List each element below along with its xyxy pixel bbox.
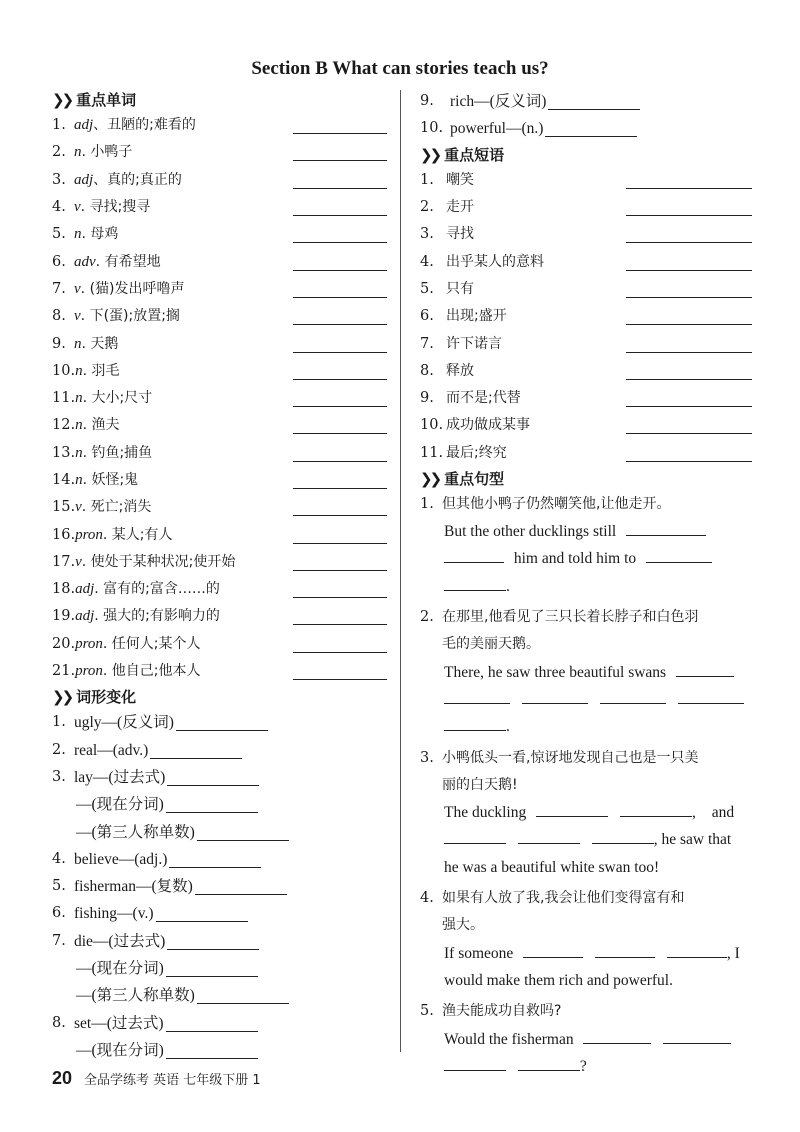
phrase-item bbox=[420, 194, 752, 221]
page-number: 20 bbox=[52, 1068, 73, 1088]
answer-blank[interactable] bbox=[626, 390, 752, 407]
answer-blank[interactable] bbox=[523, 941, 583, 958]
word-meaning: . 富有的;富含……的 bbox=[94, 581, 220, 598]
sentence-line: There, he saw three beautiful swans bbox=[444, 659, 752, 686]
part-of-speech: n bbox=[75, 390, 83, 407]
part-of-speech: v bbox=[74, 199, 81, 216]
answer-blank[interactable] bbox=[293, 527, 387, 544]
phrase-meaning: 走开 bbox=[446, 199, 474, 216]
item-number: 6. bbox=[52, 905, 66, 922]
answer-blank[interactable] bbox=[156, 905, 248, 922]
word-item bbox=[52, 440, 387, 467]
part-of-speech: n bbox=[74, 144, 82, 161]
answer-blank[interactable] bbox=[600, 687, 666, 704]
footer-text: 全品学练考 英语 七年级下册 1 bbox=[84, 1073, 261, 1088]
phrase-meaning: 最后;终究 bbox=[446, 444, 507, 461]
answer-blank[interactable] bbox=[444, 714, 506, 731]
part-of-speech: v bbox=[74, 280, 81, 297]
item-number: 3. bbox=[420, 226, 434, 243]
word-meaning: . 有希望地 bbox=[95, 253, 161, 270]
form-item bbox=[52, 818, 387, 845]
answer-blank[interactable] bbox=[293, 581, 387, 598]
part-of-speech: adv bbox=[74, 253, 96, 270]
form-item bbox=[52, 1010, 387, 1037]
sentence-item-1: 1. 但其他小鸭子仍然嘲笑他,让他走开。 But the other ducklings still him and told him to . bbox=[420, 491, 752, 600]
phrases-heading: ❯❯ 重点短语 bbox=[420, 143, 752, 167]
part-of-speech: adj bbox=[74, 171, 94, 188]
item-number: 21. bbox=[52, 663, 76, 680]
answer-blank[interactable] bbox=[293, 608, 387, 625]
answer-blank[interactable] bbox=[676, 660, 734, 677]
answer-blank[interactable] bbox=[293, 117, 387, 134]
word-meaning: . 死亡;消失 bbox=[81, 499, 152, 516]
answer-blank[interactable] bbox=[626, 519, 706, 536]
form-item bbox=[52, 791, 387, 818]
form-item bbox=[52, 928, 387, 955]
item-number: 10. bbox=[420, 417, 444, 434]
forms-heading: ❯❯ 词形变化 bbox=[52, 685, 387, 709]
form-item bbox=[52, 1037, 387, 1064]
answer-blank[interactable] bbox=[167, 769, 259, 786]
word-item bbox=[52, 330, 387, 357]
answer-blank[interactable] bbox=[293, 281, 387, 298]
answer-blank[interactable] bbox=[195, 878, 287, 895]
answer-blank[interactable] bbox=[293, 363, 387, 380]
form-prompt: —(现在分词) bbox=[76, 960, 164, 978]
answer-blank[interactable] bbox=[548, 93, 640, 110]
item-number: 8. bbox=[52, 1014, 66, 1031]
answer-blank[interactable] bbox=[592, 827, 654, 844]
word-meaning: . 寻找;搜寻 bbox=[80, 199, 151, 216]
phrase-meaning: 寻找 bbox=[446, 226, 474, 243]
word-meaning: . 他自己;他本人 bbox=[102, 663, 201, 680]
answer-blank[interactable] bbox=[293, 144, 387, 161]
forms-cont-list bbox=[420, 88, 752, 143]
word-meaning: . (猫)发出呼噜声 bbox=[80, 280, 185, 297]
word-meaning: . 大小;尺寸 bbox=[82, 390, 153, 407]
word-item bbox=[52, 358, 387, 385]
word-item bbox=[52, 194, 387, 221]
part-of-speech: n bbox=[75, 362, 83, 379]
answer-blank[interactable] bbox=[166, 1015, 258, 1032]
answer-blank[interactable] bbox=[626, 281, 752, 298]
word-item bbox=[52, 631, 387, 658]
item-number: 6. bbox=[420, 308, 434, 325]
item-number: 20. bbox=[52, 635, 76, 652]
word-item bbox=[52, 521, 387, 548]
item-number: 8. bbox=[52, 308, 66, 325]
form-item bbox=[52, 982, 387, 1009]
word-meaning: 、丑陋的;难看的 bbox=[93, 117, 196, 134]
item-number: 10. bbox=[420, 120, 444, 137]
word-item bbox=[52, 248, 387, 275]
part-of-speech: n bbox=[74, 226, 82, 243]
word-meaning: . 天鹅 bbox=[81, 335, 119, 352]
item-number: 18. bbox=[52, 581, 76, 598]
form-prompt: —(现在分词) bbox=[76, 796, 164, 814]
word-item bbox=[52, 494, 387, 521]
answer-blank[interactable] bbox=[536, 800, 608, 817]
answer-blank[interactable] bbox=[626, 226, 752, 243]
chevron-icon: ❯❯ bbox=[420, 145, 440, 164]
word-meaning: . 使处于某种状况;使开始 bbox=[81, 553, 236, 570]
phrase-meaning: 出乎某人的意料 bbox=[446, 253, 544, 270]
item-number: 13. bbox=[52, 444, 76, 461]
word-item bbox=[52, 603, 387, 630]
word-meaning: . 某人;有人 bbox=[102, 526, 173, 543]
word-item bbox=[52, 467, 387, 494]
sentence-line: he was a beautiful white swan too! bbox=[444, 858, 660, 876]
answer-blank[interactable] bbox=[293, 663, 387, 680]
form-item bbox=[52, 955, 387, 982]
phrase-meaning: 出现;盛开 bbox=[446, 308, 507, 325]
item-number: 4. bbox=[52, 199, 66, 216]
word-item bbox=[52, 549, 387, 576]
item-number: 9. bbox=[420, 93, 434, 110]
answer-blank[interactable] bbox=[166, 1042, 258, 1059]
answer-blank[interactable] bbox=[518, 827, 580, 844]
answer-blank[interactable] bbox=[293, 472, 387, 489]
form-prompt: —(第三人称单数) bbox=[76, 823, 195, 841]
item-number: 1. bbox=[52, 714, 66, 731]
item-number: 14. bbox=[52, 472, 76, 488]
item-number: 9. bbox=[52, 335, 66, 352]
answer-blank[interactable] bbox=[197, 987, 289, 1004]
part-of-speech: n bbox=[75, 444, 83, 461]
answer-blank[interactable] bbox=[444, 1054, 506, 1071]
item-number: 4. bbox=[52, 850, 66, 867]
word-meaning: . 小鸭子 bbox=[81, 144, 133, 161]
part-of-speech: n bbox=[74, 335, 82, 352]
answer-blank[interactable] bbox=[626, 199, 752, 216]
answer-blank[interactable] bbox=[167, 933, 259, 950]
right-column bbox=[420, 88, 752, 1080]
words-list bbox=[52, 112, 387, 685]
sentence-line: . bbox=[444, 573, 752, 600]
answer-blank[interactable] bbox=[626, 445, 752, 462]
left-column bbox=[52, 88, 387, 1064]
sentence-item-2: 2. 在那里,他看见了三只长着长脖子和白色羽 毛的美丽天鹅。 There, he saw three beautiful swans . bbox=[420, 604, 752, 740]
answer-blank[interactable] bbox=[293, 445, 387, 462]
answer-blank[interactable] bbox=[620, 800, 692, 817]
form-prompt: fisherman—(复数) bbox=[74, 878, 193, 896]
part-of-speech: n bbox=[75, 472, 83, 488]
part-of-speech: pron bbox=[75, 635, 103, 652]
word-meaning: . 羽毛 bbox=[82, 362, 120, 379]
item-number: 11. bbox=[52, 390, 76, 407]
answer-blank[interactable] bbox=[293, 554, 387, 571]
form-prompt: real—(adv.) bbox=[74, 741, 149, 759]
words-heading: ❯❯ 重点单词 bbox=[52, 88, 387, 112]
answer-blank[interactable] bbox=[293, 390, 387, 407]
item-number: 2. bbox=[420, 199, 434, 216]
sentence-line: him and told him to bbox=[444, 545, 752, 572]
answer-blank[interactable] bbox=[293, 336, 387, 353]
answer-blank[interactable] bbox=[583, 1027, 651, 1044]
sentence-line: The duckling , and bbox=[444, 799, 752, 826]
item-number: 1. bbox=[420, 171, 434, 188]
item-number: 5. bbox=[52, 878, 66, 895]
phrase-meaning: 许下诺言 bbox=[446, 335, 502, 352]
form-item bbox=[52, 900, 387, 927]
answer-blank[interactable] bbox=[197, 824, 289, 841]
form-prompt: lay—(过去式) bbox=[74, 768, 166, 786]
word-item bbox=[52, 276, 387, 303]
phrase-meaning: 而不是;代替 bbox=[446, 390, 521, 407]
part-of-speech: n bbox=[75, 417, 83, 434]
word-meaning: . 母鸡 bbox=[81, 226, 119, 243]
part-of-speech: pron bbox=[75, 526, 103, 543]
part-of-speech: adj bbox=[74, 117, 94, 134]
item-number: 1. bbox=[52, 117, 66, 134]
item-number: 4. bbox=[420, 253, 434, 270]
word-item bbox=[52, 139, 387, 166]
answer-blank[interactable] bbox=[293, 226, 387, 243]
answer-blank[interactable] bbox=[522, 687, 588, 704]
answer-blank[interactable] bbox=[626, 254, 752, 271]
item-number: 7. bbox=[52, 932, 66, 949]
item-number: 11. bbox=[420, 444, 444, 461]
answer-blank[interactable] bbox=[293, 199, 387, 216]
form-item bbox=[420, 88, 752, 115]
word-item bbox=[52, 385, 387, 412]
answer-blank[interactable] bbox=[626, 363, 752, 380]
chevron-icon: ❯❯ bbox=[52, 91, 72, 109]
answer-blank[interactable] bbox=[176, 714, 268, 731]
answer-blank[interactable] bbox=[166, 960, 258, 977]
word-item bbox=[52, 303, 387, 330]
phrase-item bbox=[420, 358, 752, 385]
part-of-speech: v bbox=[75, 553, 82, 570]
phrase-item bbox=[420, 440, 752, 467]
answer-blank[interactable] bbox=[293, 499, 387, 516]
word-meaning: . 妖怪;鬼 bbox=[82, 472, 139, 488]
form-prompt: rich—(反义词) bbox=[450, 93, 547, 111]
form-prompt: set—(过去式) bbox=[74, 1014, 164, 1032]
item-number: 16. bbox=[52, 526, 76, 543]
word-meaning: . 钓鱼;捕鱼 bbox=[82, 444, 153, 461]
part-of-speech: pron bbox=[75, 663, 103, 680]
answer-blank[interactable] bbox=[150, 742, 242, 759]
form-item bbox=[52, 846, 387, 873]
word-item bbox=[52, 221, 387, 248]
sentence-line: ? bbox=[444, 1053, 752, 1080]
form-prompt: die—(过去式) bbox=[74, 932, 166, 950]
phrases-list bbox=[420, 167, 752, 467]
answer-blank[interactable] bbox=[444, 687, 510, 704]
item-number: 17. bbox=[52, 553, 76, 570]
word-meaning: . 渔夫 bbox=[82, 417, 120, 434]
phrase-meaning: 只有 bbox=[446, 280, 474, 297]
item-number: 15. bbox=[52, 499, 76, 516]
phrase-item bbox=[420, 276, 752, 303]
answer-blank[interactable] bbox=[169, 851, 261, 868]
word-item bbox=[52, 658, 387, 685]
word-item bbox=[52, 167, 387, 194]
form-prompt: powerful—(n.) bbox=[450, 120, 544, 138]
form-prompt: believe—(adj.) bbox=[74, 850, 168, 868]
answer-blank[interactable] bbox=[646, 546, 712, 563]
answer-blank[interactable] bbox=[678, 687, 744, 704]
answer-blank[interactable] bbox=[293, 254, 387, 271]
sentences-heading: ❯❯ 重点句型 bbox=[420, 467, 752, 491]
chevron-icon: ❯❯ bbox=[52, 688, 72, 707]
phrase-meaning: 嘲笑 bbox=[446, 171, 474, 188]
item-number: 2. bbox=[52, 741, 66, 758]
sentence-line: would make them rich and powerful. bbox=[444, 971, 673, 989]
word-meaning: . 任何人;某个人 bbox=[102, 635, 201, 652]
answer-blank[interactable] bbox=[595, 941, 655, 958]
chevron-icon: ❯❯ bbox=[420, 469, 440, 488]
phrase-item bbox=[420, 167, 752, 194]
part-of-speech: v bbox=[75, 499, 82, 516]
answer-blank[interactable] bbox=[626, 336, 752, 353]
sentence-item-4: 4. 如果有人放了我,我会让他们变得富有和 强大。 If someone , I would make them rich and powerful. bbox=[420, 885, 752, 994]
sentence-line: , he saw that bbox=[444, 826, 752, 853]
item-number: 7. bbox=[420, 335, 434, 352]
answer-blank[interactable] bbox=[626, 417, 752, 434]
item-number: 5. bbox=[420, 280, 434, 297]
phrase-item bbox=[420, 412, 752, 439]
form-item bbox=[52, 873, 387, 900]
answer-blank[interactable] bbox=[444, 546, 504, 563]
phrase-item bbox=[420, 221, 752, 248]
sentence-line: But the other ducklings still bbox=[444, 518, 752, 545]
part-of-speech: adj bbox=[75, 581, 95, 598]
item-number: 6. bbox=[52, 253, 66, 270]
word-meaning: . 强大的;有影响力的 bbox=[94, 608, 220, 625]
sentence-line bbox=[444, 686, 752, 713]
sentence-line: . bbox=[444, 713, 752, 740]
sentence-item-5: 5. 渔夫能成功自救吗? Would the fisherman ? bbox=[420, 998, 752, 1080]
page-title: Section B What can stories teach us? bbox=[251, 58, 549, 79]
answer-blank[interactable] bbox=[293, 417, 387, 434]
item-number: 7. bbox=[52, 280, 66, 297]
word-item bbox=[52, 112, 387, 139]
answer-blank[interactable] bbox=[626, 172, 752, 189]
phrase-item bbox=[420, 330, 752, 357]
item-number: 12. bbox=[52, 417, 76, 434]
form-item bbox=[52, 764, 387, 791]
item-number: 19. bbox=[52, 608, 76, 625]
answer-blank[interactable] bbox=[444, 827, 506, 844]
answer-blank[interactable] bbox=[545, 120, 637, 137]
sentence-item-3: 3. 小鸭低头一看,惊讶地发现自己也是一只美 丽的白天鹅! The duckling , and , he saw that he was a beautiful white swan too! bbox=[420, 745, 752, 881]
form-prompt: —(第三人称单数) bbox=[76, 987, 195, 1005]
form-prompt: fishing—(v.) bbox=[74, 905, 154, 923]
word-item bbox=[52, 412, 387, 439]
sentence-line: If someone , I bbox=[444, 940, 752, 967]
column-divider bbox=[400, 90, 401, 1052]
answer-blank[interactable] bbox=[293, 636, 387, 653]
form-item bbox=[52, 737, 387, 764]
part-of-speech: adj bbox=[75, 608, 95, 625]
answer-blank[interactable] bbox=[518, 1054, 580, 1071]
answer-blank[interactable] bbox=[166, 796, 258, 813]
item-number: 2. bbox=[52, 144, 66, 161]
form-item bbox=[420, 115, 752, 142]
form-item bbox=[52, 709, 387, 736]
item-number: 5. bbox=[52, 226, 66, 243]
phrase-item bbox=[420, 385, 752, 412]
forms-list bbox=[52, 709, 387, 1064]
answer-blank[interactable] bbox=[626, 308, 752, 325]
page-footer bbox=[52, 1068, 261, 1089]
answer-blank[interactable] bbox=[293, 308, 387, 325]
answer-blank[interactable] bbox=[663, 1027, 731, 1044]
word-item bbox=[52, 576, 387, 603]
item-number: 10. bbox=[52, 362, 76, 379]
item-number: 3. bbox=[52, 768, 66, 785]
phrase-meaning: 释放 bbox=[446, 362, 474, 379]
answer-blank[interactable] bbox=[444, 574, 506, 591]
part-of-speech: v bbox=[74, 308, 81, 325]
sentence-line: Would the fisherman bbox=[444, 1026, 752, 1053]
phrase-item bbox=[420, 248, 752, 275]
answer-blank[interactable] bbox=[667, 941, 727, 958]
word-meaning: 、真的;真正的 bbox=[93, 171, 182, 188]
item-number: 9. bbox=[420, 390, 434, 407]
form-prompt: —(现在分词) bbox=[76, 1041, 164, 1059]
phrase-item bbox=[420, 303, 752, 330]
form-prompt: ugly—(反义词) bbox=[74, 714, 174, 732]
phrase-meaning: 成功做成某事 bbox=[446, 417, 530, 434]
answer-blank[interactable] bbox=[293, 172, 387, 189]
item-number: 8. bbox=[420, 362, 434, 379]
item-number: 3. bbox=[52, 171, 66, 188]
word-meaning: . 下(蛋);放置;搁 bbox=[80, 308, 180, 325]
